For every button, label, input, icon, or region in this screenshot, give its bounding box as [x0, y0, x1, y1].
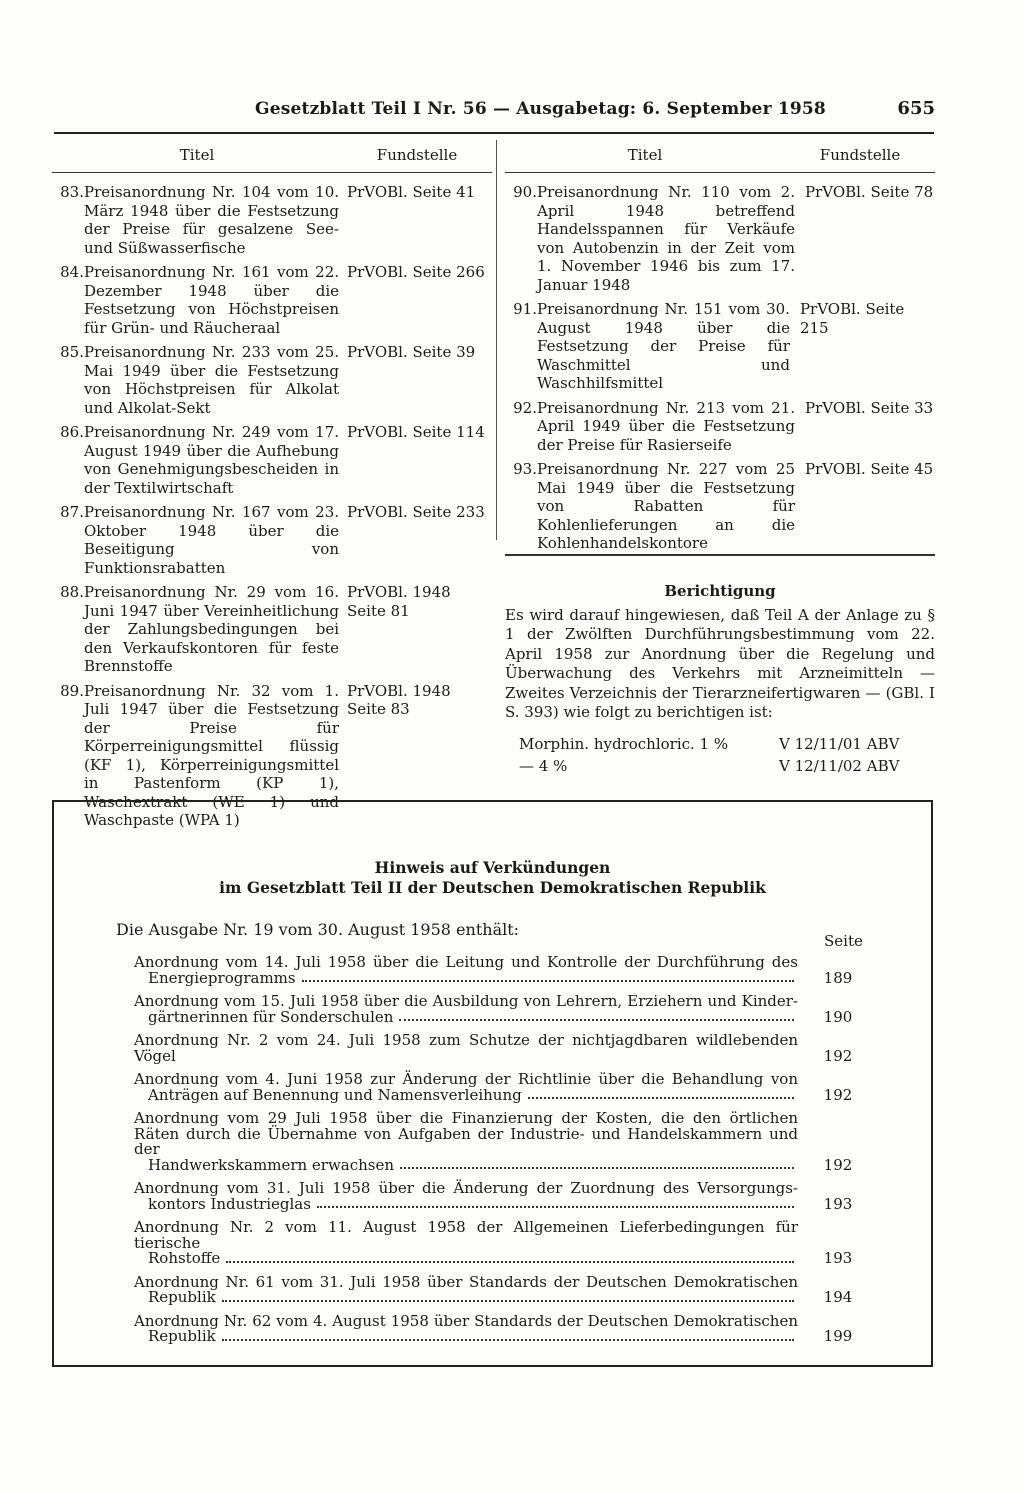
list-item [134, 1311, 924, 1345]
list-item [134, 955, 924, 986]
entry-title: Anordnung Nr. 62 vom 4. August 1958 über Standards der Deutschen Demokratischen [134, 1311, 798, 1330]
entry-number: 86. [60, 423, 84, 441]
entry-title-cont: Republik [148, 1288, 216, 1306]
notice-heading-line: im Gesetzblatt Teil II der Deutschen Demokratischen Republik [219, 878, 766, 897]
entry-title: Anordnung vom 29 Juli 1958 über die Finanzierung der Kosten, die den örtlichen Räten durch die Übernahme von Aufgaben der Industrie- und Handelskammern und der [134, 1109, 798, 1158]
entry-title: Anordnung vom 31. Juli 1958 über die Änderung der Zuordnung des Versorgungs- [134, 1179, 798, 1197]
list-item [52, 423, 492, 497]
dot-leader [226, 1251, 794, 1263]
correction-item [505, 755, 935, 777]
right-column [505, 140, 935, 559]
page-header [255, 98, 935, 119]
dot-leader [400, 1158, 794, 1170]
notice-list [134, 955, 924, 1353]
entry-source: PrVOBl. Seite 266 [347, 263, 485, 281]
item-name: Morphin. hydrochloric. 1 % [519, 734, 729, 753]
entry-source: PrVOBl. 1948 Seite 81 [347, 583, 451, 620]
entry-title-cont: gärtnerinnen für Sonderschulen [148, 1007, 394, 1026]
left-column-header [52, 140, 492, 173]
entry-page: 192 [823, 1155, 853, 1174]
entry-number: 92. [513, 398, 537, 417]
correction-section [505, 582, 935, 777]
entry-title: Preisanordnung Nr. 161 vom 22. Dezember 1948 über die Festsetzung von Höchstpreisen für Grün- und Räucheraal [84, 263, 339, 337]
header-title: Gesetzblatt Teil I Nr. 56 — Ausgabetag: 6. September 1958 [255, 99, 826, 119]
entry-title: Preisanordnung Nr. 249 vom 17. August 1949 über die Aufhebung von Genehmigungsbescheiden in der Textilwirtschaft [84, 423, 339, 497]
entry-source: PrVOBl. Seite 45 [805, 460, 934, 478]
entry-title: Anordnung vom 14. Juli 1958 über die Leitung und Kontrolle der Durchführung des [134, 953, 798, 971]
section-divider [505, 554, 935, 556]
left-column [52, 140, 492, 836]
entry-number: 88. [60, 583, 84, 601]
entry-source: PrVOBl. Seite 41 [347, 183, 476, 201]
list-item [134, 1072, 924, 1103]
entry-number: 83. [60, 183, 84, 201]
list-item [134, 1111, 924, 1173]
entry-title: Preisanordnung Nr. 151 vom 30. August 1948 über die Festsetzung der Preise für Waschmittel und Waschhilfsmittel [537, 300, 790, 392]
entry-title: Preisanordnung Nr. 104 vom 10. März 1948 über die Festsetzung der Preise für gesalzene See- und Süßwasserfische [84, 183, 339, 257]
entry-title: Anordnung vom 15. Juli 1958 über die Ausbildung von Lehrern, Erziehern und Kinder- [134, 992, 798, 1010]
source-column-label: Fundstelle [376, 146, 458, 164]
list-item [134, 1220, 924, 1267]
entry-source: PrVOBl. 1948 Seite 83 [347, 681, 451, 718]
page-number: 655 [897, 98, 935, 119]
entry-source: PrVOBl. Seite 233 [347, 503, 485, 521]
correction-text: Es wird darauf hingewiesen, daß Teil A der Anlage zu § 1 der Zwölften Durchführungsbestimmung vom 22. April 1958 zur Anordnung über die Regelung und Überwachung des Verkehrs mit Arzneimitteln — Zweites Verzeichnis der Tierarzneifertigwaren — (GBl. I S. 393) wie folgt zu berichtigen ist: [505, 605, 935, 721]
source-column-label: Fundstelle [819, 146, 901, 164]
entry-page: 199 [823, 1327, 853, 1345]
entry-page: 193 [823, 1194, 853, 1213]
list-item [134, 1272, 924, 1306]
notice-intro: Die Ausgabe Nr. 19 vom 30. August 1958 enthält: [116, 920, 520, 939]
title-column-label: Titel [179, 146, 215, 164]
dot-leader [317, 1197, 794, 1209]
item-code: V 12/11/01 ABV [779, 734, 900, 753]
entry-title-cont: kontors Industrieglas [148, 1194, 311, 1213]
dot-leader [222, 1329, 794, 1341]
entry-number: 90. [513, 183, 537, 201]
entry-title: Anordnung vom 4. Juni 1958 zur Änderung der Richtlinie über die Behandlung von [134, 1070, 798, 1088]
dot-leader [222, 1290, 794, 1302]
list-item [134, 1181, 924, 1212]
header-rule [54, 132, 934, 134]
entry-title: Preisanordnung Nr. 29 vom 16. Juni 1947 über Vereinheitlichung der Zahlungsbedingungen bei den Verkaufskontoren für feste Brennstoffe [84, 583, 339, 675]
list-item [52, 263, 492, 337]
title-column-label: Titel [627, 146, 663, 164]
notice-heading-line: Hinweis auf Verkündungen [374, 858, 611, 877]
entry-title: Preisanordnung Nr. 167 vom 23. Oktober 1948 über die Beseitigung von Funktionsrabatten [84, 503, 339, 577]
entry-source: PrVOBl. Seite 215 [799, 300, 905, 337]
entry-title-cont: Energieprogramms [148, 968, 296, 987]
entry-title: Anordnung Nr. 2 vom 24. Juli 1958 zum Schutze der nichtjagdbaren wildlebenden Vögel [134, 1031, 798, 1065]
list-item [505, 183, 935, 294]
correction-heading: Berichtigung [664, 582, 776, 600]
item-code: V 12/11/02 ABV [779, 756, 900, 775]
entry-title: Preisanordnung Nr. 233 vom 25. Mai 1949 über die Festsetzung von Höchstpreisen für Alkolat und Alkolat-Sekt [84, 343, 339, 417]
column-divider [496, 140, 497, 540]
entry-title: Preisanordnung Nr. 227 vom 25 Mai 1949 über die Festsetzung von Rabatten für Kohlenlieferungen an die Kohlenhandelskontore [537, 460, 795, 552]
entry-number: 89. [60, 681, 84, 700]
entry-page: 192 [823, 1085, 853, 1104]
list-item [52, 183, 492, 257]
list-item [505, 399, 935, 455]
entry-title-cont: Republik [148, 1327, 216, 1345]
entry-title-cont: Handwerkskammern erwachsen [148, 1155, 395, 1174]
entry-source: PrVOBl. Seite 78 [805, 183, 934, 201]
entry-page: 190 [823, 1007, 853, 1026]
entry-number: 93. [513, 460, 537, 478]
entry-title-cont: Rohstoffe [148, 1249, 221, 1267]
dot-leader [528, 1088, 794, 1100]
dot-leader [302, 971, 794, 983]
entry-number: 85. [60, 343, 84, 361]
notice-box [52, 800, 933, 1367]
page-column-label: Seite [824, 932, 863, 950]
entry-title: Preisanordnung Nr. 213 vom 21. April 1949 über die Festsetzung der Preise für Rasierseife [537, 398, 795, 454]
entry-title-cont: Anträgen auf Benennung und Namensverleihung [148, 1085, 522, 1104]
entry-page: 192 [823, 1046, 853, 1065]
entry-title: Preisanordnung Nr. 32 vom 1. Juli 1947 über die Festsetzung der Preise für Körperreinigungsmittel flüssig (KF 1), Körperreinigungsmittel in Pastenform (KP 1), Waschextrakt (WE 1) und Waschpaste (WPA 1) [84, 681, 339, 829]
list-item [505, 300, 935, 393]
entry-page: 189 [823, 968, 853, 987]
right-column-header [505, 140, 935, 173]
dot-leader [399, 1010, 794, 1022]
entry-page: 193 [823, 1249, 853, 1267]
list-item [52, 343, 492, 417]
list-item [52, 503, 492, 577]
entry-number: 84. [60, 263, 84, 281]
entry-number: 91. [513, 300, 537, 318]
entry-title: Anordnung Nr. 2 vom 11. August 1958 der Allgemeinen Lieferbedingungen für tierische [134, 1218, 798, 1252]
entry-page: 194 [823, 1288, 853, 1306]
correction-items [505, 733, 935, 777]
entry-title: Preisanordnung Nr. 110 vom 2. April 1948 betreffend Handelsspannen für Verkäufe von Autobenzin in der Zeit vom 1. November 1946 bis zum 17. Januar 1948 [537, 183, 795, 294]
notice-heading [54, 858, 931, 898]
entry-number: 87. [60, 503, 84, 521]
entry-source: PrVOBl. Seite 33 [805, 398, 934, 417]
list-item [134, 1033, 924, 1064]
list-item [505, 460, 935, 553]
entry-source: PrVOBl. Seite 114 [347, 423, 485, 441]
entry-title: Anordnung Nr. 61 vom 31. Juli 1958 über Standards der Deutschen Demokratischen [134, 1272, 798, 1291]
list-item [52, 583, 492, 676]
item-name: — 4 % [519, 756, 568, 775]
correction-item [505, 733, 935, 755]
entry-source: PrVOBl. Seite 39 [347, 343, 476, 361]
list-item [134, 994, 924, 1025]
